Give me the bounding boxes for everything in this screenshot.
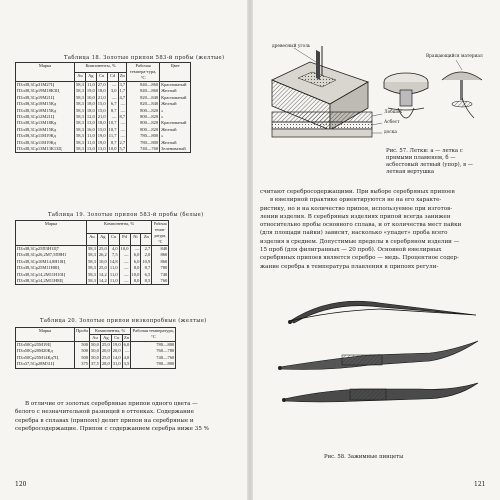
- table-cell-line: 2,0: [144, 252, 151, 258]
- table20-header-ag: Ag: [100, 335, 111, 342]
- table-cell-line: 58,3: [76, 82, 84, 87]
- table19-caption: Таблица 19. Золотые припои 583-й пробы (белые): [48, 212, 204, 218]
- table-cell-ni: [130, 246, 141, 285]
- table-cell-line: ПЗл37,5Ср28М31Ц: [17, 361, 55, 367]
- table-cell-line: 58,3: [88, 246, 96, 251]
- label-layer-1: Лобшок: [384, 110, 403, 115]
- table-cell-line: ПЗлЗ8,3Ср18М15Кд: [17, 101, 57, 107]
- table-cell-ag: [100, 342, 111, 369]
- table-cell-line: —: [120, 101, 126, 107]
- figure58-illustration: [250, 285, 500, 435]
- table-cell-line: 25,0: [101, 342, 110, 347]
- table-cell-line: 50,0: [91, 354, 99, 360]
- table20-header-cu: Cu: [111, 335, 122, 342]
- table-cell-line: 14,8: [109, 258, 118, 264]
- table-cell-line: ПЗлЗ8,3СрЗ1М27Ц: [17, 82, 55, 87]
- table19-header-au: Au: [87, 233, 98, 246]
- table-cell-cd: [107, 82, 118, 153]
- table-cell-ag: [97, 246, 108, 285]
- table-cell-line: 11,0: [109, 278, 118, 284]
- figure57-caption-title: Рис. 57. Летки:: [386, 148, 429, 154]
- table-cell-assay: [75, 342, 90, 369]
- table-cell-line: 500: [81, 348, 89, 354]
- table-row: [16, 246, 169, 285]
- table-cell-line: 19,0: [112, 342, 121, 347]
- table-cell-line: 3,0: [110, 88, 117, 94]
- table-cell-line: ПЗлЗ8,3Ср13М13К13Ц: [17, 146, 62, 152]
- table-cell-line: 50,0: [91, 348, 99, 354]
- table-cell-line: 21,0: [97, 94, 106, 100]
- table-cell-line: 780—800: [156, 361, 175, 367]
- table-cell-line: 10,0: [131, 271, 140, 277]
- table-cell-line: ПЗлЗ8,3Ср16М15Кд: [17, 126, 57, 132]
- table-cell-line: 8,0: [133, 265, 140, 271]
- label-rotating-material: Вращающийся материал: [426, 54, 483, 59]
- table-cell-zn: [118, 82, 127, 153]
- table-cell-line: Красноватый: [161, 120, 187, 126]
- left-paragraph-line: В отличие от золотых серебряные припои одного цвета —: [25, 401, 198, 407]
- table-cell-line: 1,7: [119, 88, 126, 94]
- table-cell-line: 14,0: [112, 354, 121, 360]
- table-cell-line: 58,3: [76, 120, 84, 126]
- table-cell-line: 58,3: [76, 101, 84, 107]
- table19-header-ni: Ni: [130, 233, 141, 246]
- table-cell-line: »: [161, 133, 164, 139]
- right-paragraph-line: (для площади пайки) зависит, насколько «упадет» проба всего: [260, 230, 448, 237]
- right-paragraph-line: серебряных припоев является серебро — медь. Процентное содер-: [260, 255, 459, 262]
- table-cell-line: 10,0: [98, 258, 107, 264]
- table-cell-line: —: [124, 252, 129, 258]
- table-cell-line: 12,0: [86, 114, 95, 120]
- table-cell-line: 13,0: [86, 146, 95, 152]
- table-cell-line: 375: [81, 361, 89, 367]
- table19-header-ag: Ag: [97, 233, 108, 246]
- left-paragraph-line: серебра в сплавах (припоях) делит припои на серебряные и: [15, 417, 194, 424]
- table-cell-line: —: [124, 271, 129, 277]
- table-cell-line: 780—800: [140, 133, 159, 139]
- table18-header-mark: Марка: [16, 63, 75, 82]
- tweezers-3: [282, 383, 478, 402]
- figure57-caption-body: а — летка с прямыми пламенем, б — асбестовый летный (упор), в — летная вертушка: [386, 148, 474, 175]
- table-cell-mark: [16, 246, 87, 285]
- table-cell-line: 10,9: [142, 258, 151, 264]
- table-cell-line: ПЗл50Ср25М14Кд7Ц: [17, 354, 59, 360]
- table-cell-line: ПЗлЗ8,3Ср25П3Н1Ц7: [17, 246, 59, 251]
- table-cell-line: ПЗлЗ8,3Ср13М18Кд: [17, 120, 57, 126]
- table-cell-line: 25,0: [101, 354, 110, 360]
- table19-header-pd: Pd: [119, 233, 130, 246]
- table-cell-line: Красноватый: [161, 94, 187, 100]
- table-cell-cu: [111, 342, 122, 369]
- table-cell-line: 58,3: [76, 114, 84, 120]
- turntable-c: [442, 72, 482, 118]
- table-cell-line: 58,3: [88, 271, 96, 277]
- table-cell-line: 18,0: [86, 107, 95, 113]
- table-cell-line: 58,3: [88, 258, 96, 264]
- right-page: [250, 0, 500, 500]
- table-cell-line: 20,0: [101, 348, 110, 354]
- table-cell-line: 820—840: [140, 101, 159, 107]
- table-cell-line: 11,0: [109, 271, 118, 277]
- table-cell-line: 31,0: [112, 361, 121, 367]
- table-cell-line: 10,0: [120, 246, 129, 251]
- table18-body: [16, 82, 191, 153]
- table20-header-temp: Рабочая температура, °С: [131, 328, 176, 342]
- table-cell-line: 15,0: [97, 101, 106, 107]
- table19: [15, 220, 169, 285]
- table-cell-line: 8,7: [119, 114, 126, 120]
- table-cell-au: [87, 246, 98, 285]
- table18: [15, 62, 191, 153]
- table-cell-line: 21,0: [97, 114, 106, 120]
- table-cell-line: 58,3: [88, 265, 96, 271]
- table20: [15, 327, 176, 369]
- table-cell-line: ПЗлЗ8,3Ср18М15Кд: [17, 107, 57, 113]
- table-cell-line: 2,7: [144, 246, 151, 251]
- left-page-number: 120: [15, 481, 27, 488]
- left-paragraph-line: белого с незначительной разницей в оттенках. Содержание: [15, 409, 194, 416]
- table-row: [16, 342, 176, 369]
- table-cell-line: 10,7: [108, 120, 117, 126]
- table20-header-au: Au: [90, 335, 101, 342]
- table-cell-line: 28,0: [101, 361, 110, 367]
- right-paragraph-line: жание серебра в температура плавления в припоях регули-: [260, 263, 439, 270]
- table-cell-line: 58,3: [88, 278, 96, 284]
- table-cell-line: 800—820: [140, 126, 159, 132]
- table-cell-line: 7,5: [112, 252, 118, 258]
- right-paragraph-line: ристику, но и на количество припоя, используемое при изготов-: [260, 205, 453, 212]
- table-cell-line: 58,3: [76, 146, 84, 152]
- table-cell-line: 14,2: [98, 278, 107, 284]
- table18-header-color: Цвет: [160, 63, 191, 82]
- table-cell-line: 800—820: [140, 114, 159, 120]
- left-paragraph: [15, 400, 243, 433]
- table-cell-line: 11,7: [108, 133, 117, 139]
- label-charcoal: древесный уголь: [272, 44, 311, 49]
- table-cell-line: 840—860: [140, 88, 159, 94]
- figure58-caption: Рис. 58. Зажимные пинцеты: [324, 454, 404, 460]
- table20-header-components: Компоненты, %: [90, 328, 131, 335]
- table-cell-line: 6,7: [110, 101, 117, 107]
- table-cell-line: 18,0: [97, 88, 106, 94]
- table-cell-line: Зеленоватый: [161, 146, 186, 152]
- table-cell-line: ПЗлЗ8,3Ср11М19Кд: [17, 133, 56, 139]
- table-cell-line: 14,2: [98, 271, 107, 277]
- table-cell-line: 760: [160, 278, 168, 284]
- table-cell-line: —: [134, 246, 140, 251]
- table-cell-zn: [122, 342, 131, 369]
- table-cell-line: 6,0: [133, 258, 140, 264]
- table-cell-line: —: [124, 258, 129, 264]
- table-cell-line: 26,2: [98, 252, 107, 258]
- table-cell-line: 500: [81, 354, 89, 360]
- table20-header-mark: Марка: [16, 328, 75, 342]
- table-cell-line: ПЗл50Ср20М20Кд: [17, 348, 53, 354]
- table18-header-ag: Ag: [85, 72, 96, 82]
- table18-header-au: Au: [75, 72, 86, 82]
- table-cell-line: Желтый: [161, 88, 177, 94]
- table-cell-line: 840—860: [140, 82, 159, 87]
- table-cell-ag: [85, 82, 96, 153]
- table-cell-line: —: [112, 114, 117, 120]
- right-paragraph-line: в ювелирной практике ориентируются не на его характе-: [270, 197, 442, 204]
- table-cell-line: 25,0: [98, 246, 107, 251]
- table-cell-line: 19,0: [86, 88, 95, 94]
- table-cell-temp: [131, 342, 176, 369]
- table-cell-line: 15,0: [97, 126, 106, 132]
- table-cell-line: Желтый: [161, 126, 177, 132]
- table-cell-line: 6,0: [123, 342, 130, 347]
- table-cell-line: 58,3: [76, 88, 84, 94]
- table-cell-line: —: [120, 120, 126, 126]
- table-cell-line: ПЗлЗ8,3Ср19М18К3Ц: [17, 88, 60, 94]
- table-cell-line: 820—840: [140, 94, 159, 100]
- table-cell-line: 8,5: [144, 278, 151, 284]
- table-cell-line: 18,0: [86, 101, 95, 107]
- table-cell-line: 25,0: [98, 265, 107, 271]
- table-cell-line: »: [161, 114, 164, 120]
- table-cell-line: 8,7: [144, 265, 151, 271]
- right-paragraph-line: 15 проб (для филигранных — 20 проб). Основной ювелирных: [260, 247, 442, 254]
- table-cell-line: 3,7: [119, 82, 126, 87]
- table-cell-line: ПЗлЗ8,3Ср11М19Кд: [17, 139, 56, 145]
- table-cell-line: 11,0: [109, 265, 118, 271]
- table-cell-cu: [108, 246, 119, 285]
- table-cell-line: 10,7: [108, 126, 117, 132]
- table18-header-cd: Cd: [107, 72, 118, 82]
- table-cell-line: 58,3: [76, 94, 84, 100]
- figure57-caption: [386, 148, 486, 176]
- table-cell-line: 860: [160, 258, 168, 264]
- table19-body: [16, 246, 169, 285]
- table-cell-color: [160, 82, 191, 153]
- right-paragraph-line: считают серебросодержащими. При выборе серебряных припоев: [260, 189, 455, 195]
- table18-header-temp: Рабочая темпера-тура, °С: [127, 63, 160, 82]
- table-cell-line: ПЗлЗ8,3Ср12М21Ц: [17, 114, 55, 120]
- table18-header-components: Компоненты, %: [75, 63, 127, 73]
- table-cell-line: 860: [160, 252, 168, 258]
- left-paragraph-line: серебросодержащие. Припои с содержанием серебра ниже 35 %: [15, 425, 209, 432]
- table-cell-line: Красноватый: [161, 82, 187, 87]
- table-cell-line: Желтый: [161, 139, 177, 145]
- table-cell-line: 27,0: [97, 82, 106, 87]
- table20-header-assay: Проба: [75, 328, 90, 342]
- table-cell-line: 780—800: [156, 342, 175, 347]
- table-cell-line: —: [112, 94, 117, 100]
- table19-header-zn: Zn: [141, 233, 152, 246]
- table-row: [16, 82, 191, 153]
- table-cell-line: 37,5: [91, 361, 99, 367]
- table-cell-line: ПЗлЗ8,3Ср26,2М7,5П8Н1: [17, 252, 67, 258]
- table-cell-line: 5,7: [119, 146, 126, 152]
- table18-header-zn: Zn: [118, 72, 127, 82]
- table19-header-mark: Марка: [16, 221, 87, 246]
- table-cell-temp: [127, 82, 160, 153]
- right-paragraph-line: относительно пробы основного сплава, и от количества мест пайки: [260, 222, 462, 229]
- table-cell-line: 2,7: [119, 139, 126, 145]
- table-cell-line: 500: [81, 342, 89, 347]
- tweezers-2: [278, 341, 478, 370]
- table-cell-line: 58,3: [76, 133, 84, 139]
- table-cell-line: ПЗлЗ8,3Ср14,2М11Н10Ц: [17, 271, 66, 277]
- table-cell-line: 800—820: [140, 107, 159, 113]
- table-cell-line: ПЗлЗ8,3Ср10М14,8Н10Ц: [17, 258, 66, 264]
- table-cell-line: 4,0: [112, 246, 118, 251]
- table-cell-line: 11,0: [87, 82, 95, 87]
- table-cell-line: ПЗл50Ср25М19Ц: [17, 342, 51, 347]
- table-cell-line: 13,0: [97, 146, 106, 152]
- table-cell-line: —: [124, 278, 129, 284]
- table-cell-mark: [16, 82, 75, 153]
- table-cell-line: 800—820: [140, 120, 159, 126]
- table-cell-line: 8,0: [133, 278, 140, 284]
- right-paragraph-line: изделия в среднем. Допустимые пределы в серебряном изделии —: [260, 238, 460, 245]
- table-cell-line: Желтый: [161, 101, 177, 107]
- table-cell-line: 11,0: [87, 133, 95, 139]
- table-cell-line: 58,3: [76, 126, 84, 132]
- table-cell-line: 840: [160, 246, 168, 251]
- table20-caption: Таблица 20. Золотые припои низкопробные (желтые): [40, 318, 207, 324]
- table-cell-au: [90, 342, 101, 369]
- right-paragraph: [260, 188, 492, 271]
- table-cell-line: 740—760: [140, 146, 159, 152]
- table18-header-cu: Cu: [96, 72, 107, 82]
- table20-header-zn: Zn: [123, 335, 129, 340]
- table-cell-line: 11,0: [87, 139, 95, 145]
- tweezers-1: [288, 301, 476, 324]
- table-cell-line: 760—780: [156, 348, 175, 354]
- table-cell-line: —: [112, 82, 117, 87]
- table-cell-line: 13,0: [86, 120, 95, 126]
- table-cell-zn: [141, 246, 152, 285]
- table-cell-line: ПЗлЗ8,3Ср19М21Ц: [17, 94, 55, 100]
- table-cell-mark: [16, 342, 75, 369]
- section-drawing: [272, 112, 382, 137]
- table19-header-cu: Cu: [108, 233, 119, 246]
- table-cell-line: ПЗлЗ8,3Ср14,2М11Н8Ц: [17, 278, 63, 284]
- table-cell-line: 6,0: [133, 252, 140, 258]
- table-cell-line: 20,0: [112, 348, 121, 354]
- table19-header-components: Компоненты, %: [87, 221, 152, 234]
- table-cell-line: 19,0: [97, 133, 106, 139]
- table-cell-line: 740: [160, 271, 168, 277]
- table-cell-line: 780: [160, 265, 168, 271]
- table-cell-line: 780—800: [140, 139, 159, 145]
- table-cell-line: —: [120, 107, 126, 113]
- table-cell-line: 58,3: [76, 139, 84, 145]
- table-cell-line: —: [124, 265, 129, 271]
- table-cell-cu: [96, 82, 107, 153]
- table-cell-pd: [119, 246, 130, 285]
- table18-caption: Таблица 18. Золотые припои 583-й пробы (желтые): [64, 55, 225, 61]
- table-cell-line: 10,0: [86, 94, 95, 100]
- table-cell-line: »: [161, 107, 164, 113]
- table-cell-line: 8,7: [110, 107, 117, 113]
- table-cell-line: 10,0: [108, 146, 117, 152]
- right-page-number: 121: [474, 481, 486, 488]
- table-cell-line: 58,3: [76, 107, 84, 113]
- table-cell-line: 58,3: [88, 252, 96, 258]
- table-cell-line: 3,5: [123, 361, 130, 367]
- table-cell-line: ПЗлЗ8,3Ср25М11Н8Ц: [17, 265, 60, 271]
- label-layer-3: доска: [384, 130, 397, 135]
- table-cell-line: 4,0: [123, 354, 130, 360]
- table-cell-line: 6,5: [144, 271, 151, 277]
- table-cell-line: 50,0: [91, 342, 99, 347]
- table20-body: [16, 342, 176, 369]
- table-cell-au: [75, 82, 86, 153]
- table-cell-line: 8,7: [110, 139, 117, 145]
- table-cell-line: 18,0: [97, 120, 106, 126]
- table-cell-line: —: [124, 348, 130, 354]
- table19-header-temp: Рабочая темпе-ратура, °С: [152, 221, 169, 246]
- table-cell-line: 19,0: [97, 139, 106, 145]
- table-cell-line: —: [120, 126, 126, 132]
- table-cell-line: 740—760: [156, 354, 175, 360]
- label-layer-2: Асбест: [384, 120, 400, 125]
- table-cell-line: 15,0: [97, 107, 106, 113]
- table-cell-temp: [152, 246, 169, 285]
- table-cell-line: 4,7: [119, 94, 126, 100]
- table-cell-line: 16,0: [86, 126, 95, 132]
- right-paragraph-line: лении изделия. В серебряных изделиях припой всегда занижен: [260, 213, 451, 220]
- table-cell-line: —: [120, 133, 126, 139]
